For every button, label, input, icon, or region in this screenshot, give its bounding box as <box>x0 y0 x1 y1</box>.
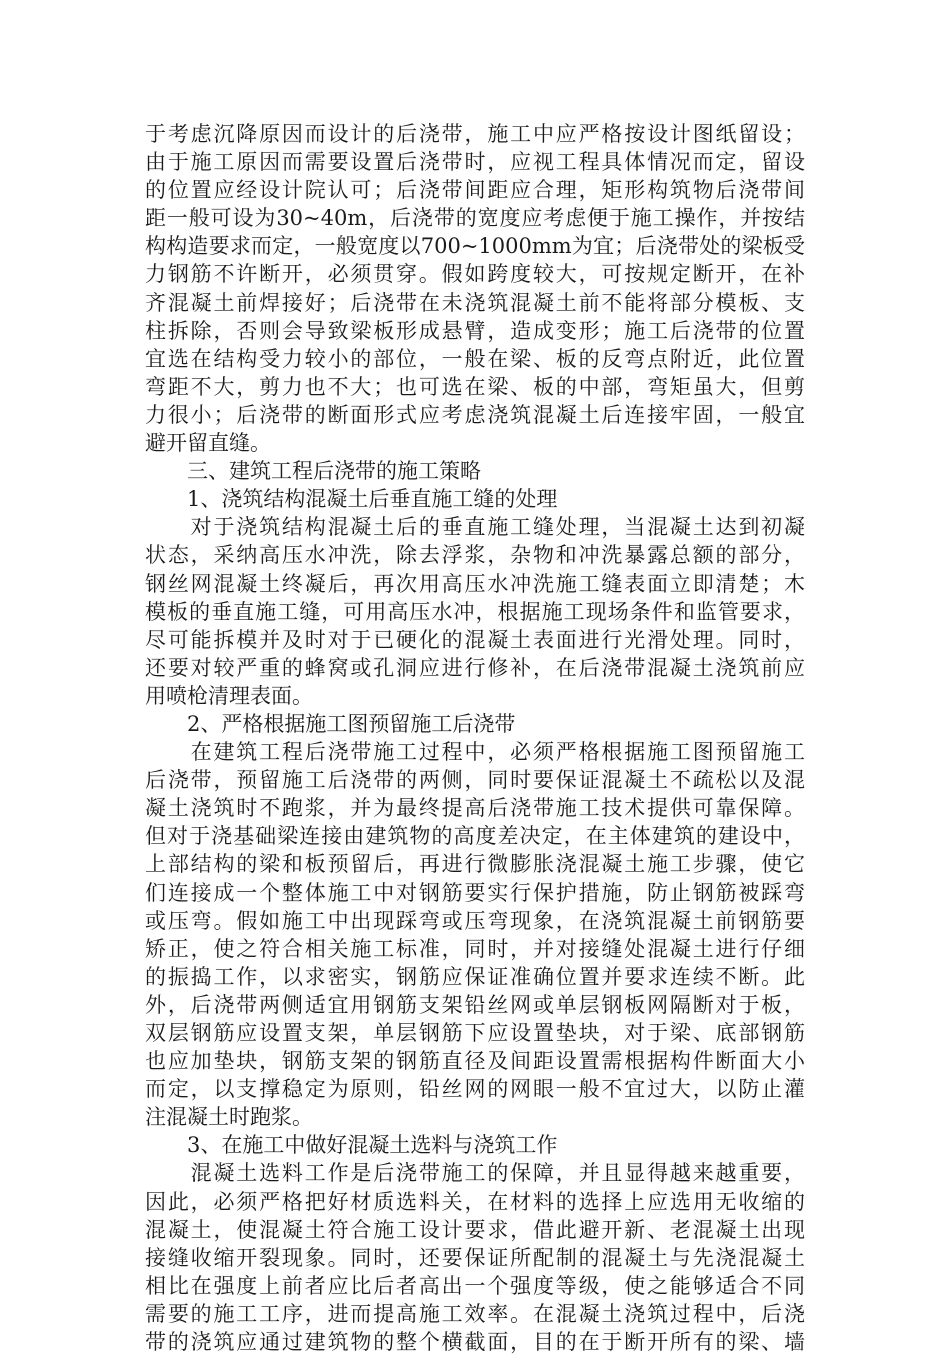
paragraph-line: 弯距不大，剪力也不大；也可选在梁、板的中部，弯矩虽大，但剪 <box>145 374 805 399</box>
paragraph-line: 尽可能拆模并及时对于已硬化的混凝土表面进行光滑处理。同时， <box>145 627 805 652</box>
paragraph-line: 们连接成一个整体施工中对钢筋要实行保护措施，防止钢筋被踩弯 <box>145 880 805 905</box>
paragraph-line: 钢丝网混凝土终凝后，再次用高压水冲洗施工缝表面立即清楚；木 <box>145 571 805 596</box>
paragraph-line: 而定，以支撑稳定为原则，铅丝网的网眼一般不宜过大，以防止灌 <box>145 1077 805 1102</box>
section-heading-line: 三、建筑工程后浇带的施工策略 <box>145 459 481 484</box>
paragraph-line: 也应加垫块，钢筋支架的钢筋直径及间距设置需根据构件断面大小 <box>145 1049 805 1074</box>
document-page <box>145 120 805 1356</box>
paragraph-line: 相比在强度上前者应比后者高出一个强度等级，使之能够适合不同 <box>145 1273 805 1298</box>
paragraph-line: 构构造要求而定，一般宽度以700~1000mm为宜；后浇带处的梁板受 <box>145 234 805 259</box>
paragraph-line: 力钢筋不许断开，必须贯穿。假如跨度较大，可按规定断开，在补 <box>145 262 805 287</box>
section-heading-line: 1、浇筑结构混凝土后垂直施工缝的处理 <box>145 487 558 512</box>
paragraph-line: 因此，必须严格把好材质选料关，在材料的选择上应选用无收缩的 <box>145 1189 805 1214</box>
paragraph-line: 对于浇筑结构混凝土后的垂直施工缝处理，当混凝土达到初凝 <box>145 515 805 540</box>
paragraph-line: 齐混凝土前焊接好；后浇带在未浇筑混凝土前不能将部分模板、支 <box>145 290 805 315</box>
paragraph-line: 的位置应经设计院认可；后浇带间距应合理，矩形构筑物后浇带间 <box>145 178 805 203</box>
paragraph-line: 于考虑沉降原因而设计的后浇带，施工中应严格按设计图纸留设； <box>145 122 805 146</box>
paragraph-line: 上部结构的梁和板预留后，再进行微膨胀浇混凝土施工步骤，使它 <box>145 852 805 877</box>
paragraph-line: 力很小；后浇带的断面形式应考虑浇筑混凝土后连接牢固，一般宜 <box>145 402 805 427</box>
paragraph-line: 或压弯。假如施工中出现踩弯或压弯现象，在浇筑混凝土前钢筋要 <box>145 908 805 933</box>
paragraph-line: 后浇带，预留施工后浇带的两侧，同时要保证混凝土不疏松以及混 <box>145 768 805 793</box>
paragraph-line: 的振捣工作，以求密实，钢筋应保证准确位置并要求连续不断。此 <box>145 964 805 989</box>
paragraph-line: 双层钢筋应设置支架，单层钢筋下应设置垫块，对于梁、底部钢筋 <box>145 1021 805 1045</box>
paragraph-line: 但对于浇基础梁连接由建筑物的高度差决定，在主体建筑的建设中， <box>145 824 805 849</box>
paragraph-line: 注混凝土时跑浆。 <box>145 1105 313 1130</box>
paragraph-line: 模板的垂直施工缝，可用高压水冲，根据施工现场条件和监管要求， <box>145 599 805 624</box>
paragraph-line: 宜选在结构受力较小的部位，一般在梁、板的反弯点附近，此位置 <box>145 346 805 371</box>
paragraph-line: 外，后浇带两侧适宜用钢筋支架铅丝网或单层钢板网隔断对于板， <box>145 992 805 1017</box>
paragraph-line: 混凝土，使混凝土符合施工设计要求，借此避开新、老混凝土出现 <box>145 1217 805 1242</box>
paragraph-line: 还要对较严重的蜂窝或孔洞应进行修补，在后浇带混凝土浇筑前应 <box>145 655 805 680</box>
paragraph-line: 由于施工原因而需要设置后浇带时，应视工程具体情况而定，留设 <box>145 150 805 175</box>
paragraph-line: 柱拆除，否则会导致梁板形成悬臂，造成变形；施工后浇带的位置 <box>145 318 805 343</box>
paragraph-line: 混凝土选料工作是后浇带施工的保障，并且显得越来越重要， <box>145 1161 805 1186</box>
paragraph-line: 接缝收缩开裂现象。同时，还要保证所配制的混凝土与先浇混凝土 <box>145 1245 805 1270</box>
paragraph-line: 状态，采纳高压水冲洗，除去浮浆，杂物和冲洗暴露总额的部分， <box>145 543 805 568</box>
paragraph-line: 用喷枪清理表面。 <box>145 683 313 708</box>
paragraph-line: 需要的施工工序，进而提高施工效率。在混凝土浇筑过程中，后浇 <box>145 1301 805 1326</box>
paragraph-line: 凝土浇筑时不跑浆，并为最终提高后浇带施工技术提供可靠保障。 <box>145 796 805 821</box>
section-heading-line: 2、严格根据施工图预留施工后浇带 <box>145 711 516 736</box>
paragraph-line: 距一般可设为30~40m，后浇带的宽度应考虑便于施工操作，并按结 <box>145 206 805 231</box>
paragraph-line: 矫正，使之符合相关施工标准，同时，并对接缝处混凝土进行仔细 <box>145 936 805 961</box>
section-heading-line: 3、在施工中做好混凝土选料与浇筑工作 <box>145 1133 558 1158</box>
paragraph-line: 带的浇筑应通过建筑物的整个横截面，目的在于断开所有的梁、墙 <box>145 1330 805 1355</box>
paragraph-line: 在建筑工程后浇带施工过程中，必须严格根据施工图预留施工 <box>145 740 805 765</box>
paragraph-line: 避开留直缝。 <box>145 431 271 456</box>
